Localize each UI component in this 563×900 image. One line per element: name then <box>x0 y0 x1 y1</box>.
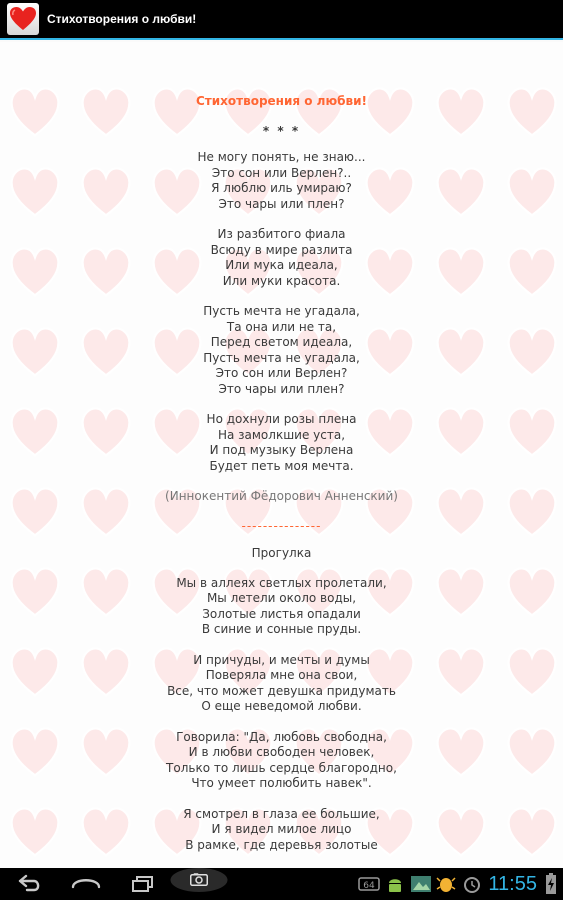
poem-line: В рамке, где деревья золотые <box>185 837 378 852</box>
poem-text <box>0 94 563 868</box>
recent-apps-icon[interactable] <box>128 872 158 896</box>
poem-line: И я видел милое лицо <box>211 822 352 836</box>
stanza <box>0 227 563 289</box>
poem-line: Это сон или Верлен?.. <box>211 165 352 180</box>
app-title: Стихотворения о любви! <box>47 12 197 26</box>
poem-line: И причуды, и мечты и думы <box>193 652 370 667</box>
poem-line: Все, что может девушка придумать <box>167 683 396 698</box>
stanza <box>0 304 563 397</box>
separator: --------------- <box>241 518 322 533</box>
poem-line: Из разбитого фиала <box>217 227 346 241</box>
poem-author: (Иннокентий Фёдорович Анненский) <box>165 489 398 503</box>
poem-line: Пусть мечта не угадала, <box>203 304 360 318</box>
poem-line: В синие и сонные пруды. <box>201 622 362 636</box>
android-icon <box>384 875 406 893</box>
alarm-icon <box>462 874 482 894</box>
stanza <box>0 730 563 792</box>
status-clock: 11:55 <box>488 872 537 895</box>
usb-debug-icon <box>358 875 380 893</box>
ornament: * * * <box>262 123 301 138</box>
poem-line: Будет петь моя мечта. <box>209 458 354 473</box>
poem-line: На замолкшие уста, <box>217 427 346 442</box>
poem-heading: Стихотворения о любви! <box>196 94 367 108</box>
poem-line: Золотые листья опадали <box>202 606 361 621</box>
stanza <box>0 150 563 212</box>
poem-line: Это сон или Верлен? <box>215 366 348 380</box>
poem-line: Мы в аллеях светлых пролетали, <box>176 575 387 590</box>
poem-line: О еще неведомой любви. <box>201 699 362 713</box>
poem-line: И под музыку Верлена <box>209 443 354 457</box>
stanza <box>0 576 563 638</box>
poem-line: Всюду в мире разлита <box>210 242 353 257</box>
poem-line: И в любви свободен человек, <box>188 745 375 759</box>
poem-content[interactable] <box>0 42 563 868</box>
svg-text:64: 64 <box>363 881 376 891</box>
battery-icon <box>545 873 557 895</box>
poem-title: Прогулка <box>251 546 312 560</box>
poem-line: Но дохнули розы плена <box>206 412 357 426</box>
poem-line: Только то лишь сердце благородно, <box>166 760 397 775</box>
poem-line: Это чары или плен? <box>218 381 345 396</box>
status-area <box>358 868 557 900</box>
poem-line: Я смотрел в глаза ее большие, <box>183 806 380 821</box>
poem-line: Перед светом идеала, <box>210 335 353 349</box>
action-bar <box>0 0 563 40</box>
poem-line: Не могу понять, не знаю... <box>197 150 366 164</box>
poem-line: Говорила: "Да, любовь свободна, <box>176 729 387 744</box>
home-icon[interactable] <box>70 872 102 896</box>
poem-line: Или мука идеала, <box>225 258 338 272</box>
stanza <box>0 807 563 854</box>
image-icon <box>410 875 432 893</box>
poem-line: Мы летели около воды, <box>206 591 357 605</box>
poem-line: Что умеет полюбить навек". <box>191 776 372 790</box>
poem-line: Это чары или плен? <box>218 196 345 211</box>
poem-line: Я люблю иль умираю? <box>211 181 352 195</box>
poem-line: Или муки красота. <box>222 273 341 288</box>
screenshot-icon[interactable] <box>160 868 238 892</box>
bug-icon <box>436 875 456 893</box>
poem-line: Поверяла мне она свои, <box>205 668 358 682</box>
poem-line: Та она или не та, <box>226 319 337 334</box>
heart-icon[interactable] <box>7 3 39 35</box>
system-navigation-bar <box>0 868 563 900</box>
stanza <box>0 412 563 474</box>
poem-line: Пусть мечта не угадала, <box>203 350 360 365</box>
back-icon[interactable] <box>14 872 44 896</box>
stanza <box>0 653 563 715</box>
